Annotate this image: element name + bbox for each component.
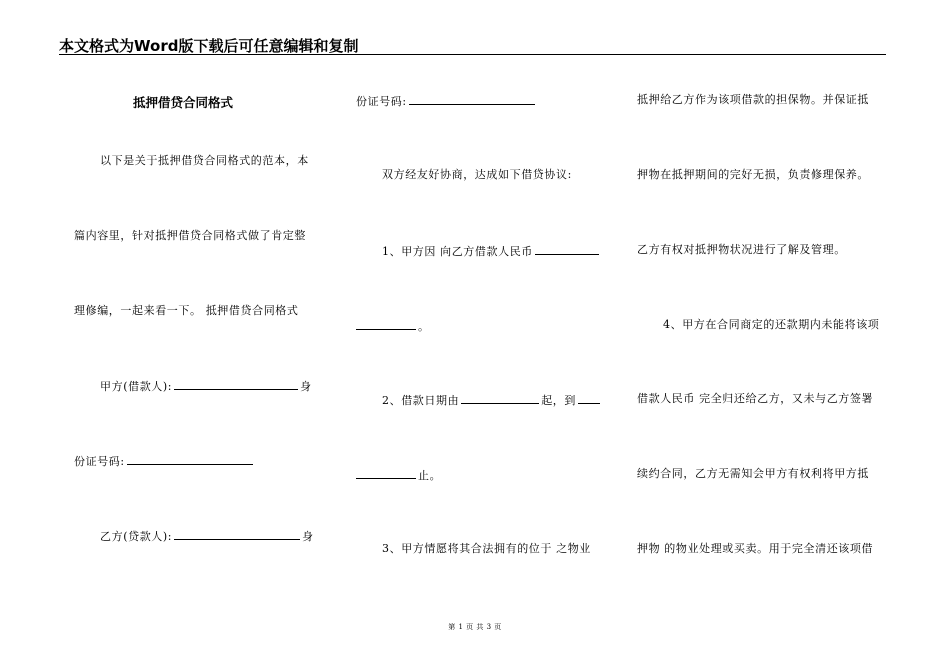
column-1 [74,0,324,672]
party-b-id-label: 份证号码: [356,95,407,108]
page-number: 第 1 页 共 3 页 [448,623,502,631]
party-a-id-label: 份证号码: [74,455,125,468]
intro-line-1: 以下是关于抵押借贷合同格式的范本，本 [100,154,309,167]
party-a-label: 甲方(借款人): [100,380,173,393]
document-title: 抵押借贷合同格式 [133,95,234,110]
col3-line-5: 借款人民币 完全归还给乙方，又未与乙方签署 [637,392,874,405]
clause-1-line [382,243,601,259]
party-b-id-line [356,93,537,109]
clause-1-end: 。 [418,320,430,333]
party-b-label: 乙方(贷款人): [100,530,173,543]
clause-1-amount-blank [535,243,599,255]
clause-2-cont-line [356,467,441,483]
clause-2-start-blank [461,392,539,404]
party-a-blank [174,378,298,390]
intro-line-3: 理修编，一起来看一下。 抵押借贷合同格式 [74,304,299,317]
clause-1-cont-blank [356,318,416,330]
clause-1-text: 1、甲方因 向乙方借款人民币 [382,245,533,258]
clause-2-line [382,392,602,408]
clause-2-text-b: 起，到 [541,394,577,407]
party-b-blank [174,528,300,540]
col3-line-1: 抵押给乙方作为该项借款的担保物。并保证抵 [637,93,869,106]
party-a-suffix: 身 [300,380,312,393]
party-a-id-blank [127,453,253,465]
party-a-line [100,378,312,394]
col3-line-3: 乙方有权对抵押物状况进行了解及管理。 [637,243,846,256]
party-b-line [100,528,314,544]
party-b-suffix: 身 [302,530,314,543]
clause-3-line: 3、甲方情愿将其合法拥有的位于 之物业 [382,542,591,555]
clause-4-line: 4、甲方在合同商定的还款期内未能将该项 [663,318,880,331]
clause-2-cont-blank [356,467,416,479]
clause-2-end-blank [578,392,600,404]
header-title: 本文格式为Word版下载后可任意编辑和复制 [59,37,359,55]
col3-line-6: 续约合同，乙方无需知会甲方有权利将甲方抵 [637,467,869,480]
column-3 [637,0,887,672]
col3-line-7: 押物 的物业处理或买卖。用于完全清还该项借 [637,542,874,555]
party-b-id-blank [409,93,535,105]
column-2 [356,0,606,672]
clause-2-end: 止。 [418,469,442,482]
agreement-line: 双方经友好协商，达成如下借贷协议: [382,168,572,181]
clause-1-cont-line [356,318,430,334]
col3-line-2: 押物在抵押期间的完好无损，负责修理保养。 [637,168,869,181]
intro-line-2: 篇内容里，针对抵押借贷合同格式做了肯定整 [74,229,306,242]
clause-2-text-a: 2、借款日期由 [382,394,460,407]
party-a-id-line [74,453,255,469]
